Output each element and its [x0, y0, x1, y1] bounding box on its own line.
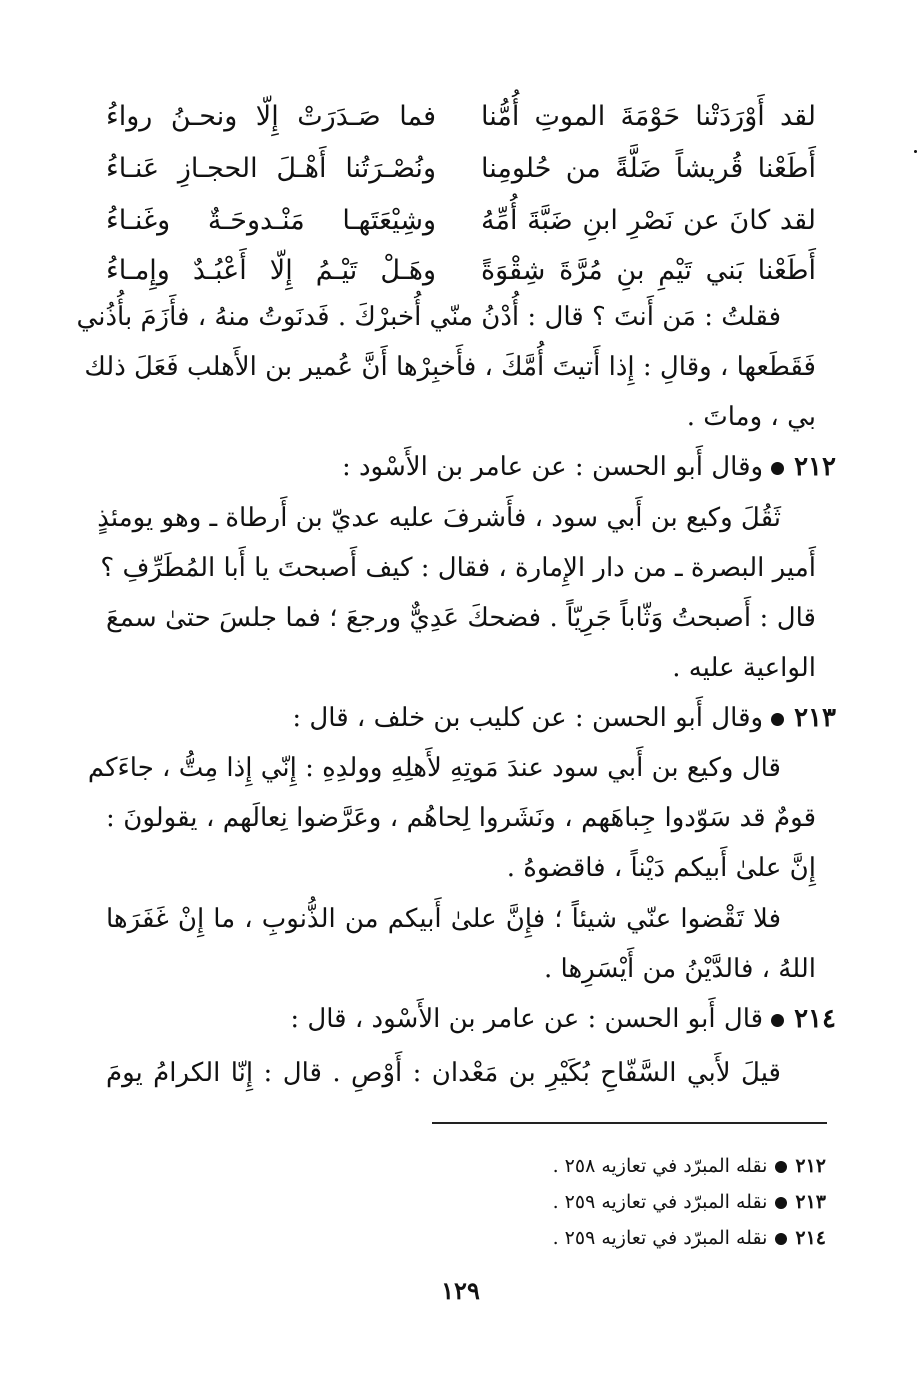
text-line: فقلتُ : مَن أَنتَ ؟ قال : أُدْنُ منّي أُخبرْكَ . فَدنَوتُ منهُ ، فأَزَمَ بأُذُني [76, 302, 781, 332]
bullet-icon [771, 713, 784, 726]
text-line: قومٌ قد سَوّدوا جِباهَهم ، ونَشَروا لِحاهُم ، وعَرَّضوا نِعالَهم ، يقولونَ : [106, 803, 816, 833]
section-number: ٢١٣ [794, 703, 836, 733]
section-number: ٢١٤ [794, 1004, 836, 1034]
footnote-number: ٢١٢ [795, 1155, 826, 1177]
section-heading-text: وقال أَبو الحسن : عن كليب بن خلف ، قال : [292, 703, 764, 733]
section-number: ٢١٢ [794, 452, 836, 482]
verse-line [106, 193, 816, 249]
text-line: فلا تَقْضوا عنّي شيئاً ؛ فإِنَّ علىٰ أَبيكم من الذُّنوبِ ، ما إِنْ غَفَرَها [106, 904, 781, 934]
verse-first-hemistich: لقد كانَ عن نَصْرِ ابنِ ضَبَّةَ أُمِّهُ [481, 205, 816, 236]
section-heading-text: وقال أَبو الحسن : عن عامر بن الأَسْود : [341, 452, 764, 482]
verse-first-hemistich: أَطَعْنا قُريشاً ضَلَّةً من حُلومِنا [481, 153, 816, 184]
section-heading [106, 994, 836, 1044]
text-line: قال : أَصبحتُ وَثّاباً جَرِيّاً . فضحكَ عَدِيٌّ ورجعَ ؛ فما جلسَ حتىٰ سمعَ [106, 603, 816, 633]
bullet-icon [771, 462, 784, 475]
verse-line [106, 141, 816, 197]
scan-speck [914, 150, 917, 153]
section-heading [106, 442, 836, 492]
verse-first-hemistich: أَطَعْنا بَني تَيْمِ بنِ مُرَّةَ شِقْوَةً [481, 255, 816, 286]
verse-line [106, 243, 816, 299]
text-line: فَقَطَعها ، وقالِ : إِذا أَتيتَ أُمَّكَ ، فأَخبِرْها أَنَّ عُمير بن الأَهلب فَعَلَ ذلك [84, 352, 816, 382]
text-line: قيلَ لأَبي السَّفّاحِ بُكَيْرِ بن مَعْدان : أَوْصِ . قال : إِنّا الكرامُ يومَ [106, 1058, 781, 1088]
text-line: اللهُ ، فالدَّيْنُ من أَيْسَرِها . [544, 954, 816, 984]
bullet-icon [775, 1161, 787, 1173]
verse-second-hemistich: فما صَـدَرَتْ إِلّا ونحـنُ رواءُ [106, 101, 436, 132]
text-line: إِنَّ علىٰ أَبيكم دَيْناً ، فاقضوهُ . [506, 853, 816, 883]
text-line: الواعية عليه . [672, 653, 816, 683]
bullet-icon [775, 1233, 787, 1245]
text-line: قال وكيع بن أَبي سود عندَ مَوتِهِ لأَهلِهِ وولدِهِ : إِنّي إِذا مِتُّ ، جاءَكم [87, 753, 781, 783]
footnote-text: نقله المبرّد في تعازيه ٢٥٩ . [552, 1191, 768, 1213]
text-line: ثَقُلَ وكيع بن أَبي سود ، فأَشرفَ عليه عديّ بن أَرطاة ـ وهو يومئذٍ [97, 503, 781, 533]
bullet-icon [771, 1014, 784, 1027]
footnote [326, 1148, 826, 1184]
footnote-divider [432, 1122, 827, 1124]
verse-second-hemistich: وهَـلْ تَيْـمُ إِلّا أَعْبُـدٌ وإِمـاءُ [106, 255, 436, 286]
footnote-number: ٢١٣ [795, 1191, 826, 1213]
footnote-text: نقله المبرّد في تعازيه ٢٥٩ . [552, 1227, 768, 1249]
page-number: ١٢٩ [441, 1276, 480, 1305]
text-line: أَمير البصرة ـ من دار الإِمارة ، فقال : كيف أَصبحتَ يا أَبا المُطَرِّفِ ؟ [100, 553, 816, 583]
footnote [326, 1184, 826, 1220]
verse-line [106, 89, 816, 145]
footnote-number: ٢١٤ [795, 1227, 826, 1249]
text-line: بي ، وماتَ . [686, 402, 816, 432]
section-heading [106, 693, 836, 743]
section-heading-text: قال أَبو الحسن : عن عامر بن الأَسْود ، قال : [290, 1004, 764, 1034]
footnote-text: نقله المبرّد في تعازيه ٢٥٨ . [552, 1155, 768, 1177]
bullet-icon [775, 1197, 787, 1209]
verse-second-hemistich: ونُصْـرَتُنا أَهْـلَ الحجـازِ عَنـاءُ [106, 153, 436, 184]
verse-second-hemistich: وشِيْعَتَهـا مَنْـدوحَـةٌ وغَنـاءُ [106, 205, 436, 236]
footnote [326, 1220, 826, 1256]
verse-first-hemistich: لقد أَوْرَدَتْنا حَوْمَةَ الموتِ أُمُّنا [481, 101, 816, 132]
